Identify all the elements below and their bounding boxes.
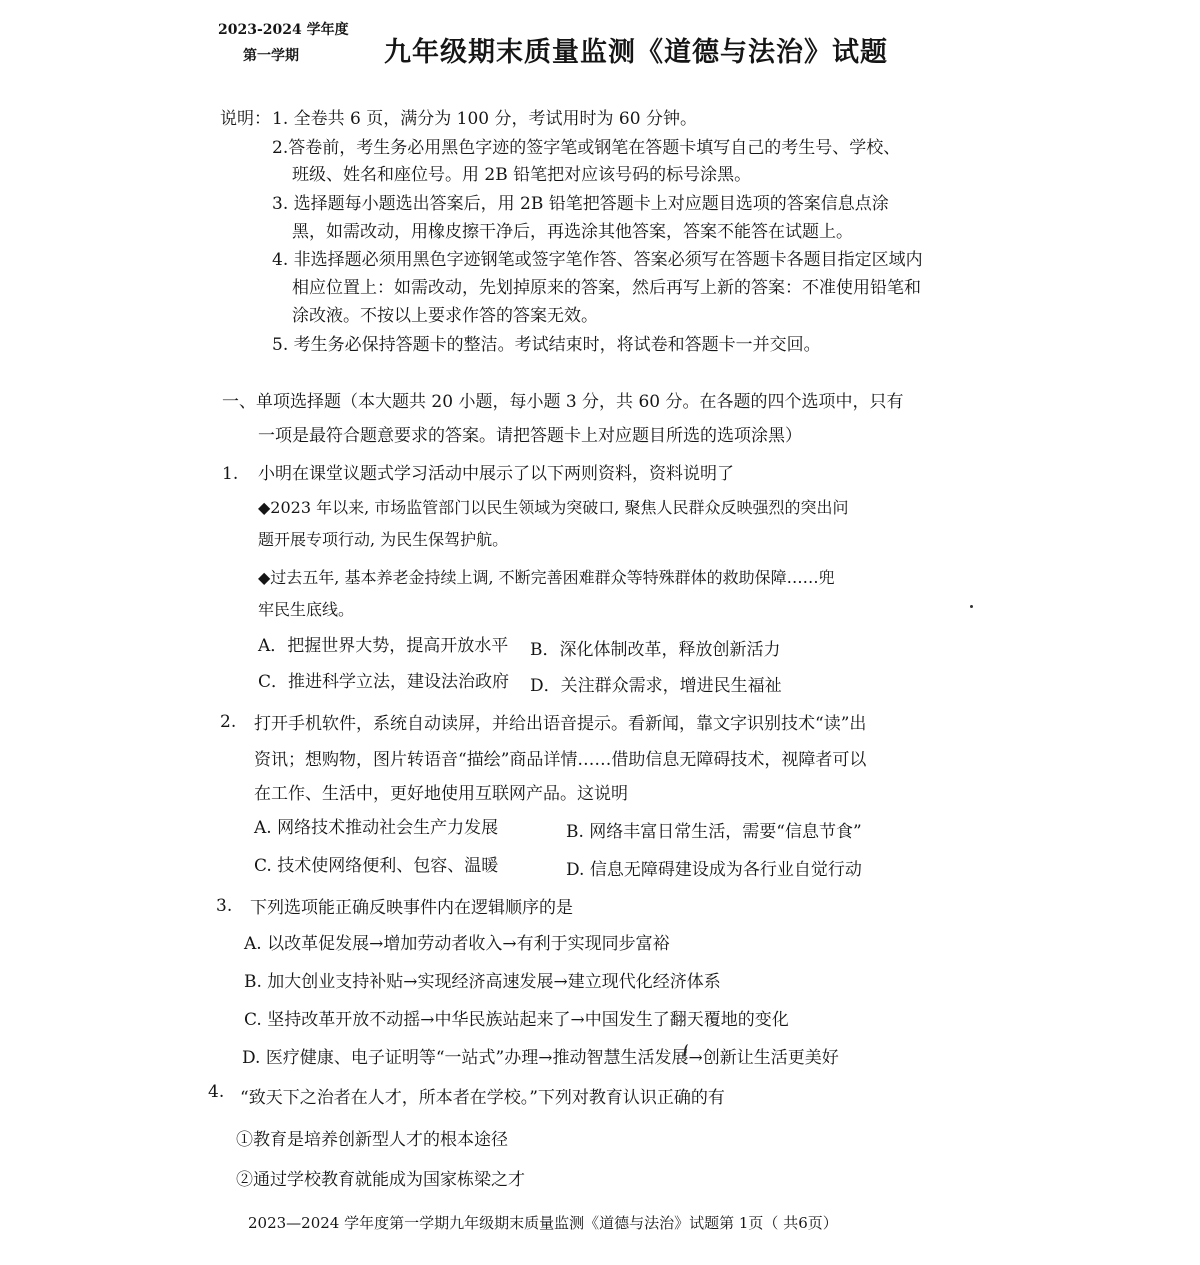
option-a: A. 以改革促发展→增加劳动者收入→有利于实现同步富裕	[244, 934, 670, 954]
instruction-line: 相应位置上：如需改动，先划掉原来的答案，然后再写上新的答案：不准使用铅笔和	[292, 278, 921, 298]
statement-item: ②通过学校教育就能成为国家栋梁之才	[236, 1170, 525, 1190]
option-d: D. 信息无障碍建设成为各行业自觉行动	[566, 860, 862, 880]
statement-item: ①教育是培养创新型人才的根本途径	[236, 1130, 508, 1150]
option-a: A．把握世界大势，提高开放水平	[258, 636, 509, 656]
question-stem: 在工作、生活中，更好地使用互联网产品。这说明	[254, 784, 628, 804]
question-stem: 打开手机软件，系统自动读屏，并给出语音提示。看新闻，靠文字识别技术“读”出	[254, 714, 867, 734]
question-stem: 资讯；想购物，图片转语音“描绘”商品详情……借助信息无障碍技术，视障者可以	[254, 750, 867, 770]
instruction-line: 涂改液。不按以上要求作答的答案无效。	[292, 306, 598, 326]
question-number: 4.	[208, 1082, 225, 1102]
question-number: 1.	[222, 464, 239, 484]
option-a: A. 网络技术推动社会生产力发展	[254, 818, 499, 838]
instruction-line: 黑，如需改动，用橡皮擦干净后，再选涂其他答案，答案不能答在试题上。	[292, 222, 853, 242]
section-heading-cont: 一项是最符合题意要求的答案。请把答题卡上对应题目所选的选项涂黑）	[258, 426, 802, 446]
instructions-lead: 说明：	[220, 109, 271, 129]
material-line: ◆过去五年, 基本养老金持续上调, 不断完善困难群众等特殊群体的救助保障……兜	[258, 568, 835, 587]
exam-title: 九年级期末质量监测《道德与法治》试题	[384, 37, 888, 68]
question-number: 3.	[216, 896, 233, 916]
question-number: 2.	[220, 712, 237, 732]
option-b: B. 网络丰富日常生活，需要“信息节食”	[566, 822, 862, 842]
option-b: B. 加大创业支持补贴→实现经济高速发展→建立现代化经济体系	[244, 972, 721, 992]
material-line: 题开展专项行动, 为民生保驾护航。	[258, 530, 509, 549]
page-footer: 2023—2024 学年度第一学期九年级期末质量监测《道德与法治》试题第 1页（ 共6页）	[248, 1214, 838, 1232]
question-stem: 小明在课堂议题式学习活动中展示了以下两则资料，资料说明了	[258, 464, 734, 484]
material-line: ◆2023 年以来, 市场监管部门以民生领域为突破口, 聚焦人民群众反映强烈的突出问	[258, 498, 849, 517]
question-stem: 下列选项能正确反映事件内在逻辑顺序的是	[250, 898, 573, 918]
term-label: 第一学期	[243, 48, 299, 64]
instruction-line: 3. 选择题每小题选出答案后，用 2B 铅笔把答题卡上对应题目选项的答案信息点涂	[272, 194, 889, 214]
school-year-label: 2023-2024 学年度	[218, 22, 349, 38]
option-b: B．深化体制改革，释放创新活力	[530, 640, 781, 660]
instruction-line: 1. 全卷共 6 页，满分为 100 分，考试用时为 60 分钟。	[272, 109, 697, 129]
instruction-line: 2.答卷前，考生务必用黑色字迹的签字笔或钢笔在答题卡填写自己的考生号、学校、	[272, 138, 901, 158]
option-c: C．推进科学立法，建设法治政府	[258, 672, 510, 692]
instruction-line: 5. 考生务必保持答题卡的整洁。考试结束时，将试卷和答题卡一并交回。	[272, 335, 821, 355]
scan-speck	[970, 605, 973, 608]
option-d: D. 医疗健康、电子证明等“一站式”办理→推动智慧生活发展→创新让生活更美好	[242, 1048, 839, 1068]
question-stem: “致天下之治者在人才，所本者在学校。”下列对教育认识正确的有	[240, 1088, 725, 1108]
instruction-line: 班级、姓名和座位号。用 2B 铅笔把对应该号码的标号涂黑。	[292, 165, 752, 185]
material-line: 牢民生底线。	[258, 600, 355, 619]
option-d: D．关注群众需求，增进民生福祉	[530, 676, 782, 696]
option-c: C. 坚持改革开放不动摇→中华民族站起来了→中国发生了翻天覆地的变化	[244, 1010, 789, 1030]
instruction-line: 4. 非选择题必须用黑色字迹钢笔或签字笔作答、答案必须写在答题卡各题目指定区域内	[272, 250, 923, 270]
option-c: C. 技术使网络便利、包容、温暖	[254, 856, 499, 876]
section-heading: 一、单项选择题（本大题共 20 小题，每小题 3 分，共 60 分。在各题的四个选项中，只有	[222, 392, 904, 412]
